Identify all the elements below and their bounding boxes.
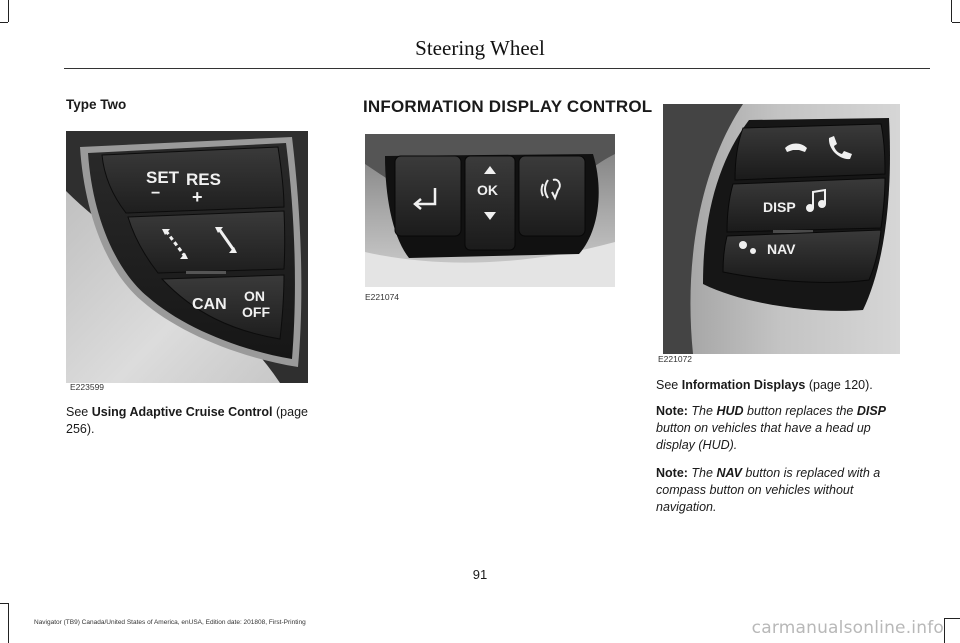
information-display-right-photo <box>663 104 900 354</box>
nav-button-label: NAV <box>767 241 796 257</box>
crop-mark <box>944 618 945 643</box>
information-display-left-photo <box>365 134 615 287</box>
info-display-left-illustration <box>365 134 615 287</box>
crop-mark <box>8 0 9 22</box>
watermark: carmanualsonline.info <box>751 618 944 638</box>
image-code: E221074 <box>365 292 400 302</box>
set-minus-sign: − <box>151 185 161 202</box>
ok-button-label: OK <box>477 182 498 198</box>
section-heading-information-display: INFORMATION DISPLAY CONTROL <box>363 97 653 116</box>
crop-mark <box>951 0 952 22</box>
note-nav: Note: The NAV button is replaced with a compass button on vehicles without navigation. <box>656 466 881 514</box>
cruise-control-illustration <box>66 131 308 383</box>
section-heading-type-two: Type Two <box>66 97 127 112</box>
cruise-control-photo <box>66 131 308 383</box>
cruise-control-reference: See Using Adaptive Cruise Control (page 256). <box>66 405 308 436</box>
crop-mark <box>952 22 960 23</box>
crop-mark <box>0 22 8 23</box>
res-button-label: RES <box>186 170 221 189</box>
page-number: 91 <box>472 567 488 582</box>
on-label: ON <box>244 288 265 304</box>
note-hud: Note: The HUD button replaces the DISP button on vehicles that have a head up display (HUD). <box>656 404 887 452</box>
page-title: Steering Wheel <box>415 36 545 60</box>
image-code: E221072 <box>658 354 693 364</box>
crop-mark <box>944 618 960 619</box>
res-plus-sign: + <box>192 187 203 207</box>
set-button-label: SET <box>146 168 180 187</box>
footer-edition-text: Navigator (TB9) Canada/United States of America, enUSA, Edition date: 201808, First-Printing <box>34 619 306 626</box>
crop-mark <box>8 603 9 643</box>
cruise-control-link[interactable]: Using Adaptive Cruise Control <box>91 405 273 419</box>
crop-mark <box>0 603 8 604</box>
info-display-right-illustration <box>663 104 900 354</box>
image-code: E223599 <box>70 382 105 392</box>
disp-button-label: DISP <box>763 199 796 215</box>
information-displays-reference: See Information Displays (page 120). <box>656 378 873 392</box>
cancel-button-label: CAN <box>192 296 227 313</box>
information-displays-link[interactable]: Information Displays <box>681 378 806 392</box>
header-rule <box>64 68 930 69</box>
off-label: OFF <box>242 304 270 320</box>
